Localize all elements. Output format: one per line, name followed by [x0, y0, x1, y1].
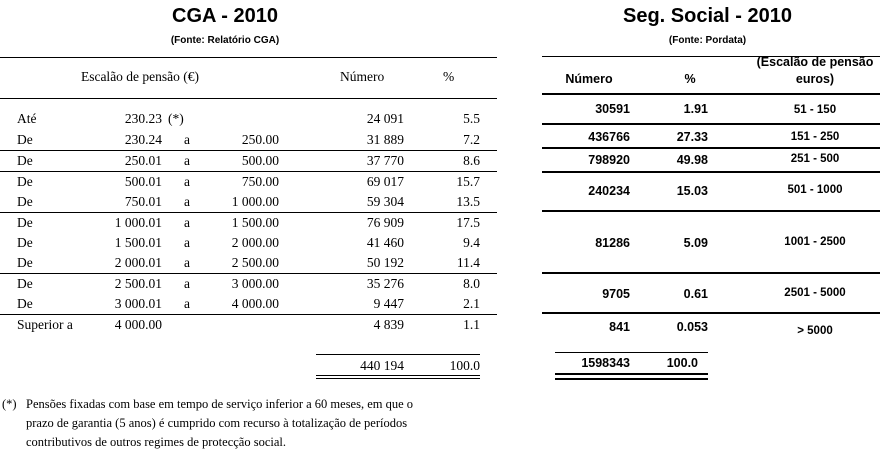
ss-row-bracket: 151 - 250: [790, 131, 840, 143]
cga-total-number: 440 194: [360, 358, 404, 373]
cga-row-to: 250.00: [241, 132, 279, 147]
cga-row-separator: (*): [168, 111, 184, 126]
cga-row-percent: 8.6: [463, 153, 480, 168]
cga-row-separator: a: [184, 276, 190, 291]
cga-row-label: De: [17, 276, 33, 291]
cga-row-number: 4 839: [373, 317, 404, 332]
ss-row-percent: 5.09: [683, 236, 708, 250]
cga-row-separator: a: [184, 174, 190, 189]
ss-row-rule: [542, 272, 880, 274]
ss-row-rule: [542, 147, 880, 149]
ss-header-number: Número: [565, 72, 613, 86]
ss-row-percent: 15.03: [676, 184, 708, 198]
ss-row-rule: [542, 171, 880, 173]
cga-footnote-line: contributivos de outros regimes de protecção social.: [26, 435, 286, 449]
cga-row-number: 31 889: [366, 132, 404, 147]
ss-total-number: 1598343: [581, 356, 630, 370]
cga-header-number: Número: [340, 69, 385, 84]
ss-row-percent: 0.61: [683, 287, 708, 301]
cga-row-label: De: [17, 235, 33, 250]
cga-row-percent: 2.1: [463, 296, 480, 311]
cga-row-percent: 5.5: [463, 111, 480, 126]
ss-header-percent: %: [684, 72, 696, 86]
ss-row-bracket: 501 - 1000: [787, 184, 843, 196]
cga-row-label: De: [17, 153, 33, 168]
ss-row-number: 240234: [588, 184, 630, 198]
ss-row-bracket: 2501 - 5000: [784, 287, 846, 299]
ss-header-bracket-line2: euros): [795, 72, 835, 86]
cga-row-from: 230.23: [124, 111, 162, 126]
cga-row-to: 500.00: [241, 153, 279, 168]
cga-row-number: 41 460: [366, 235, 404, 250]
ss-header-rule: [542, 93, 880, 95]
ss-row-number: 9705: [602, 287, 630, 301]
cga-row-label: De: [17, 215, 33, 230]
cga-row-separator: a: [184, 255, 190, 270]
cga-top-rule: [0, 57, 497, 58]
cga-footnote-line: Pensões fixadas com base em tempo de serviço inferior a 60 meses, em que o: [26, 397, 414, 411]
cga-row-label: De: [17, 174, 33, 189]
cga-row-label: Até: [17, 111, 37, 126]
cga-group-rule: [0, 150, 497, 151]
cga-row-from: 500.01: [124, 174, 162, 189]
ss-total-rule-bottom: [555, 373, 708, 375]
cga-total-rule-top: [316, 354, 480, 355]
cga-row-to: 1 000.00: [231, 194, 279, 209]
ss-row-percent: 49.98: [676, 153, 708, 167]
cga-footnote-line: prazo de garantia (5 anos) é cumprido com recurso à totalização de períodos: [26, 416, 408, 430]
cga-header-bracket: Escalão de pensão (€): [80, 69, 200, 84]
cga-group-rule: [0, 171, 497, 172]
cga-row-label: De: [17, 296, 33, 311]
ss-row-percent: 27.33: [676, 130, 708, 144]
cga-group-rule: [0, 212, 497, 213]
cga-row-label: De: [17, 255, 33, 270]
ss-header-bracket-line1: (Escalão de pensão: [756, 55, 874, 69]
ss-row-number: 81286: [595, 236, 630, 250]
cga-header-rule: [0, 98, 497, 99]
cga-row-number: 35 276: [366, 276, 404, 291]
cga-row-percent: 1.1: [463, 317, 480, 332]
ss-total-rule-top: [555, 352, 708, 353]
cga-group-rule: [0, 273, 497, 274]
cga-row-to: 2 500.00: [231, 255, 279, 270]
ss-row-percent: 1.91: [683, 102, 708, 116]
cga-row-percent: 7.2: [463, 132, 480, 147]
ss-total-percent: 100.0: [666, 356, 698, 370]
cga-row-number: 59 304: [366, 194, 404, 209]
ss-title: Seg. Social - 2010: [623, 5, 792, 27]
cga-row-separator: a: [184, 194, 190, 209]
cga-row-to: 2 000.00: [231, 235, 279, 250]
cga-row-number: 37 770: [366, 153, 404, 168]
cga-row-to: 3 000.00: [231, 276, 279, 291]
cga-total-percent: 100.0: [449, 358, 480, 373]
ss-row-rule: [542, 123, 880, 125]
ss-row-rule: [542, 210, 880, 212]
ss-row-number: 841: [609, 320, 630, 334]
ss-row-bracket: 1001 - 2500: [784, 236, 846, 248]
cga-row-percent: 11.4: [456, 255, 480, 270]
ss-row-percent: 0.053: [676, 320, 708, 334]
ss-row-number: 798920: [588, 153, 630, 167]
cga-source: (Fonte: Relatório CGA): [170, 35, 280, 46]
cga-group-rule: [0, 314, 497, 315]
ss-row-rule: [542, 312, 880, 314]
cga-footnote-text: [26, 395, 476, 452]
cga-row-separator: a: [184, 132, 190, 147]
ss-row-bracket: > 5000: [797, 325, 833, 337]
ss-row-bracket: 251 - 500: [790, 153, 840, 165]
cga-row-to: 4 000.00: [231, 296, 279, 311]
cga-row-from: 4 000.00: [114, 317, 162, 332]
ss-source: (Fonte: Pordata): [668, 35, 747, 46]
cga-row-from: 1 500.01: [114, 235, 162, 250]
cga-row-separator: a: [184, 215, 190, 230]
cga-row-from: 3 000.01: [114, 296, 162, 311]
cga-footnote-marker: (*): [2, 397, 17, 411]
ss-row-bracket: 51 - 150: [793, 104, 837, 116]
ss-row-number: 30591: [595, 102, 630, 116]
cga-row-separator: a: [184, 296, 190, 311]
cga-row-percent: 8.0: [463, 276, 480, 291]
cga-row-label: De: [17, 194, 33, 209]
cga-row-to: 750.00: [241, 174, 279, 189]
cga-row-to: 1 500.00: [231, 215, 279, 230]
cga-title: CGA - 2010: [172, 5, 278, 27]
cga-row-separator: a: [184, 235, 190, 250]
cga-total-rule-bottom: [316, 375, 480, 376]
cga-row-percent: 15.7: [456, 174, 480, 189]
cga-total-rule-bottom2: [316, 378, 480, 379]
cga-row-number: 9 447: [373, 296, 404, 311]
cga-row-percent: 13.5: [456, 194, 480, 209]
ss-total-rule-bottom2: [555, 378, 708, 380]
cga-row-label: Superior a: [17, 317, 73, 332]
cga-row-from: 750.01: [124, 194, 162, 209]
cga-row-number: 24 091: [366, 111, 404, 126]
cga-row-number: 50 192: [366, 255, 404, 270]
cga-row-percent: 17.5: [456, 215, 480, 230]
cga-row-number: 76 909: [366, 215, 404, 230]
cga-row-number: 69 017: [366, 174, 404, 189]
cga-row-from: 250.01: [124, 153, 162, 168]
cga-row-from: 2 500.01: [114, 276, 162, 291]
cga-header-percent: %: [443, 69, 455, 84]
cga-row-percent: 9.4: [463, 235, 480, 250]
cga-row-from: 1 000.01: [114, 215, 162, 230]
cga-row-from: 2 000.01: [114, 255, 162, 270]
cga-row-separator: a: [184, 153, 190, 168]
ss-row-number: 436766: [588, 130, 630, 144]
cga-row-label: De: [17, 132, 33, 147]
cga-row-from: 230.24: [124, 132, 162, 147]
